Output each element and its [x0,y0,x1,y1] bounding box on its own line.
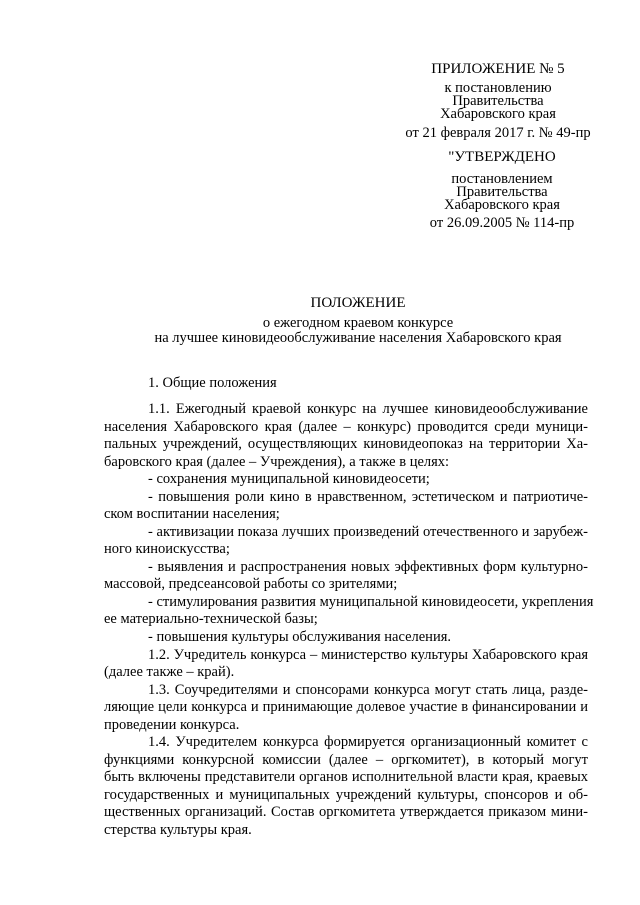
paragraph-line: ляющие цели конкурса и принимающие долевое участие в финансировании и [104,699,588,715]
list-item: - повышения культуры обслуживания населения. [148,629,451,645]
paragraph-line: баровского края (далее – Учреждения), а также в целях: [104,454,450,470]
paragraph-line: 1.3. Соучредителями и спонсорами конкурса могут стать лица, разде- [148,682,588,698]
list-item: ском воспитании населения; [104,506,280,522]
paragraph-line: стерства культуры края. [104,822,252,838]
approved-line: Хабаровского края [444,197,560,213]
list-item: ее материально-технической базы; [104,611,318,627]
paragraph-line: (далее также – край). [104,664,235,680]
paragraph-line: 1.2. Учредитель конкурса – министерство культуры Хабаровского края [148,647,588,663]
list-item: - стимулирования развития муниципальной киновидеосети, укрепления [148,594,594,610]
list-item: - сохранения муниципальной киновидеосети; [148,471,430,487]
document-subtitle: на лучшее киновидеообслуживание населения Хабаровского края [154,330,562,346]
appendix-line: к постановлению [444,80,552,96]
appendix-line: Хабаровского края [440,106,556,122]
list-item: - выявления и распространения новых эффективных форм культурно- [148,559,588,575]
paragraph-line: функциями конкурсной комиссии (далее – оргкомитет), в который могут [104,752,588,768]
list-item: - повышения роли кино в нравственном, эстетическом и патриотиче- [148,489,588,505]
paragraph-line: щественных организаций. Состав оргкомитета утверждается приказом мини- [104,804,588,820]
appendix-title: ПРИЛОЖЕНИЕ № 5 [431,61,565,77]
paragraph-line: населения Хабаровского края (далее – конкурс) проводится среди муници- [104,419,588,435]
list-item: - активизации показа лучших произведений отечественного и зарубеж- [148,524,588,540]
approved-line: постановлением [451,171,553,187]
document-subtitle: о ежегодном краевом конкурсе [262,315,454,331]
paragraph-line: государственных и муниципальных учреждений культуры, спонсоров и об- [104,787,588,803]
appendix-line: от 21 февраля 2017 г. № 49-пр [405,125,591,141]
paragraph-line: проведении конкурса. [104,717,240,733]
paragraph-line: 1.4. Учредителем конкурса формируется организационный комитет с [148,734,588,750]
paragraph-line: 1.1. Ежегодный краевой конкурс на лучшее киновидеообслуживание [148,401,588,417]
approved-line: Правительства [456,184,548,200]
paragraph-line: быть включены представители органов исполнительной власти края, краевых [104,769,588,785]
document-title: ПОЛОЖЕНИЕ [310,295,406,311]
paragraph-line: пальных учреждений, осуществляющих киновидеопоказ на территории Ха- [104,436,588,452]
section-heading: 1. Общие положения [148,375,277,391]
approved-line: от 26.09.2005 № 114-пр [429,215,575,231]
list-item: массовой, предсеансовой работы со зрителями; [104,576,398,592]
appendix-line: Правительства [452,93,544,109]
approved-title: "УТВЕРЖДЕНО [448,149,556,165]
list-item: ного киноискусства; [104,541,230,557]
